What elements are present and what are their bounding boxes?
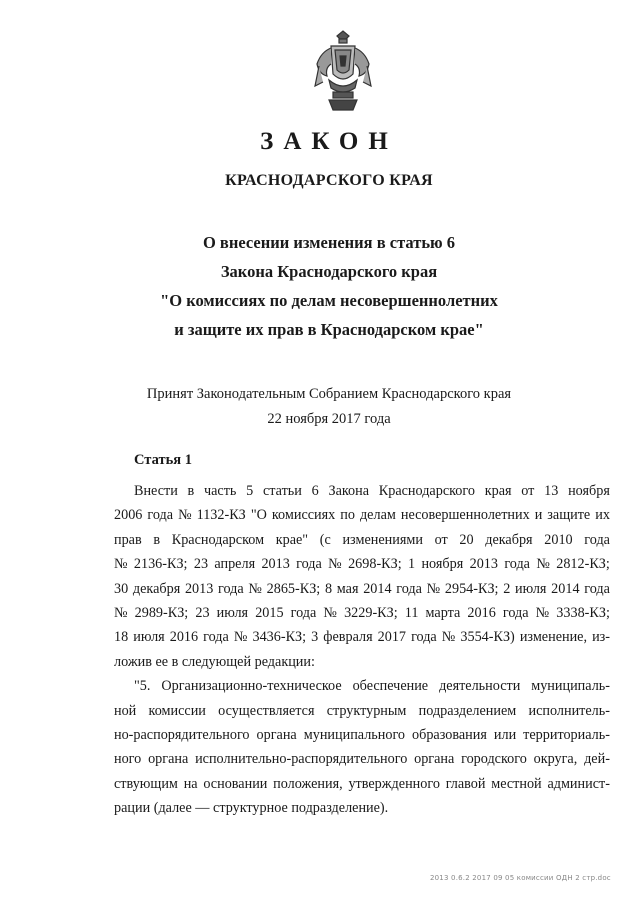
word: городского bbox=[461, 751, 527, 768]
word: 2812-КЗ; bbox=[556, 556, 610, 573]
document-subtitle: КРАСНОДАРСКОГО КРАЯ bbox=[225, 172, 433, 189]
word: 2006 bbox=[114, 507, 143, 524]
word: Краснодарском bbox=[171, 531, 265, 548]
word: ноября bbox=[568, 483, 610, 499]
word: года bbox=[203, 629, 229, 646]
word: 23 bbox=[193, 556, 209, 573]
word: 3338-КЗ; bbox=[556, 605, 610, 622]
law-title bbox=[0, 228, 640, 344]
word: апреля bbox=[214, 556, 256, 573]
word: 2 bbox=[503, 580, 511, 597]
article-line bbox=[114, 479, 610, 503]
article-heading: Статья 1 bbox=[134, 452, 192, 468]
word: 23 bbox=[195, 605, 210, 622]
word: 2698-КЗ; bbox=[348, 556, 402, 573]
article-line bbox=[114, 625, 610, 649]
word: 2136-КЗ; bbox=[133, 556, 188, 573]
word: № bbox=[114, 556, 128, 573]
word: 2013 bbox=[261, 556, 290, 573]
word: деятельности bbox=[439, 678, 521, 695]
law-title-line: О внесении изменения в статью 6 bbox=[202, 233, 456, 252]
word: главой bbox=[445, 775, 486, 792]
article-line bbox=[114, 601, 610, 625]
word: от bbox=[434, 531, 448, 548]
word: 1 bbox=[408, 556, 416, 573]
article-line: рации (далее — структурное подразделение). bbox=[114, 800, 389, 817]
word: подразделением bbox=[418, 702, 517, 719]
word: положения, bbox=[273, 775, 343, 792]
word: или bbox=[493, 727, 517, 744]
article-line bbox=[114, 552, 610, 576]
word: Закона bbox=[328, 483, 370, 499]
word: осуществляется bbox=[218, 702, 315, 719]
word: исполнительно-распорядительного bbox=[195, 751, 408, 768]
word: 2865-КЗ; bbox=[266, 580, 321, 597]
word: декабря bbox=[485, 531, 533, 548]
word: № bbox=[114, 605, 128, 622]
word: в bbox=[187, 483, 195, 499]
article-line bbox=[114, 528, 610, 552]
word: утвержденного bbox=[348, 775, 440, 792]
word: их bbox=[595, 507, 610, 524]
article-line bbox=[114, 772, 610, 796]
word: округа, bbox=[533, 751, 578, 768]
word: от bbox=[521, 483, 535, 499]
article-line bbox=[114, 699, 610, 723]
article-line bbox=[114, 723, 610, 747]
word: делам bbox=[359, 507, 396, 524]
word: территориаль- bbox=[523, 727, 610, 744]
word: 18 bbox=[114, 629, 129, 646]
word: года bbox=[218, 580, 244, 597]
word: 6 bbox=[311, 483, 319, 499]
word: года bbox=[504, 556, 530, 573]
word: 1132-КЗ bbox=[196, 507, 246, 524]
word: по bbox=[340, 507, 355, 524]
word: Внести bbox=[134, 483, 178, 499]
word: изменение, bbox=[519, 629, 588, 646]
word: органа bbox=[148, 751, 189, 768]
word: ной bbox=[114, 702, 137, 719]
word: и bbox=[534, 507, 543, 524]
article-line bbox=[114, 503, 610, 527]
word: № bbox=[536, 556, 550, 573]
word: 2017 bbox=[377, 629, 407, 646]
word: 3554-КЗ) bbox=[460, 629, 515, 646]
word: 2989-КЗ; bbox=[134, 605, 189, 622]
word: 2015 bbox=[255, 605, 284, 622]
word: на bbox=[183, 775, 198, 792]
word: Организационно-техническое bbox=[161, 678, 342, 695]
word: статьи bbox=[263, 483, 302, 499]
article-line bbox=[114, 674, 610, 698]
word: часть bbox=[204, 483, 237, 499]
word: № bbox=[248, 580, 262, 597]
word: защите bbox=[547, 507, 591, 524]
word: местной bbox=[491, 775, 542, 792]
word: года bbox=[411, 629, 437, 646]
word: № bbox=[233, 629, 248, 646]
word: ного bbox=[114, 751, 142, 768]
word: № bbox=[328, 556, 342, 573]
file-reference-footer: 2013 0.6.2 2017 09 05 комиссии ОДН 2 стр.doc bbox=[430, 874, 611, 882]
word: ноября bbox=[421, 556, 464, 573]
word: края bbox=[484, 483, 512, 499]
word: образования bbox=[412, 727, 487, 744]
word: июля bbox=[515, 580, 547, 597]
word: в bbox=[153, 531, 161, 548]
word: 2016 bbox=[169, 629, 199, 646]
law-title-line: "О комиссиях по делам несовершеннолетних bbox=[160, 291, 498, 310]
word: года bbox=[147, 507, 174, 524]
word: изменениями bbox=[342, 531, 423, 548]
word: обеспечение bbox=[352, 678, 429, 695]
article-body bbox=[114, 479, 610, 821]
word: мая bbox=[336, 580, 359, 597]
word: 2014 bbox=[551, 580, 580, 597]
word: ствующим bbox=[114, 775, 178, 792]
adoption-date: 22 ноября 2017 года bbox=[267, 411, 391, 427]
word: № bbox=[178, 507, 192, 524]
word: года bbox=[396, 580, 422, 597]
krasnodar-coat-of-arms-icon bbox=[313, 30, 373, 112]
word: органа bbox=[414, 751, 455, 768]
word: (с bbox=[319, 531, 331, 548]
word: "5. bbox=[134, 678, 151, 695]
word: муниципального bbox=[303, 727, 406, 744]
word: февраля bbox=[323, 629, 373, 646]
word: комиссиях bbox=[271, 507, 336, 524]
word: 20 bbox=[459, 531, 474, 548]
word: 30 bbox=[114, 580, 129, 597]
word: 2014 bbox=[363, 580, 392, 597]
word: 2013 bbox=[469, 556, 498, 573]
word: года bbox=[502, 605, 529, 622]
word: марта bbox=[425, 605, 461, 622]
word: дей- bbox=[584, 751, 610, 768]
word: 3229-КЗ; bbox=[344, 605, 398, 622]
word: несовершеннолетних bbox=[400, 507, 530, 524]
word: № bbox=[535, 605, 550, 622]
word: 3 bbox=[311, 629, 319, 646]
word: 2013 bbox=[184, 580, 214, 597]
word: 2954-КЗ; bbox=[444, 580, 499, 597]
word: № bbox=[441, 629, 456, 646]
word: админист- bbox=[547, 775, 610, 792]
word: 13 bbox=[544, 483, 559, 499]
word: исполнитель- bbox=[528, 702, 610, 719]
article-line: ложив ее в следующей редакции: bbox=[114, 653, 315, 670]
word: 5 bbox=[246, 483, 254, 499]
word: Краснодарского bbox=[378, 483, 475, 499]
word: но-распорядительного bbox=[114, 727, 250, 744]
word: года bbox=[584, 531, 610, 548]
word: 2016 bbox=[467, 605, 496, 622]
word: муниципаль- bbox=[531, 678, 610, 695]
article-line bbox=[114, 747, 610, 771]
word: структурным bbox=[326, 702, 407, 719]
adoption-info bbox=[0, 382, 640, 432]
law-title-line: Закона Краснодарского края bbox=[220, 262, 438, 281]
word: основании bbox=[203, 775, 268, 792]
document-title: ЗАКОН bbox=[260, 128, 398, 155]
law-title-line: и защите их прав в Краснодарском крае" bbox=[174, 320, 484, 339]
word: июля bbox=[216, 605, 249, 622]
word: июля bbox=[133, 629, 165, 646]
word: 3436-КЗ; bbox=[252, 629, 307, 646]
word: органа bbox=[256, 727, 297, 744]
word: крае" bbox=[275, 531, 309, 548]
article-line bbox=[114, 577, 610, 601]
word: "О bbox=[250, 507, 267, 524]
word: комиссии bbox=[148, 702, 206, 719]
word: № bbox=[426, 580, 441, 597]
word: года bbox=[290, 605, 317, 622]
adoption-line: Принят Законодательным Собранием Краснодарского края bbox=[146, 386, 512, 402]
word: прав bbox=[114, 531, 142, 548]
word: года bbox=[296, 556, 322, 573]
word: декабря bbox=[132, 580, 181, 597]
word: года bbox=[584, 580, 610, 597]
word: 8 bbox=[324, 580, 333, 597]
word: из- bbox=[592, 629, 610, 646]
word: 2010 bbox=[544, 531, 573, 548]
word: 11 bbox=[404, 605, 419, 622]
word: № bbox=[323, 605, 337, 622]
